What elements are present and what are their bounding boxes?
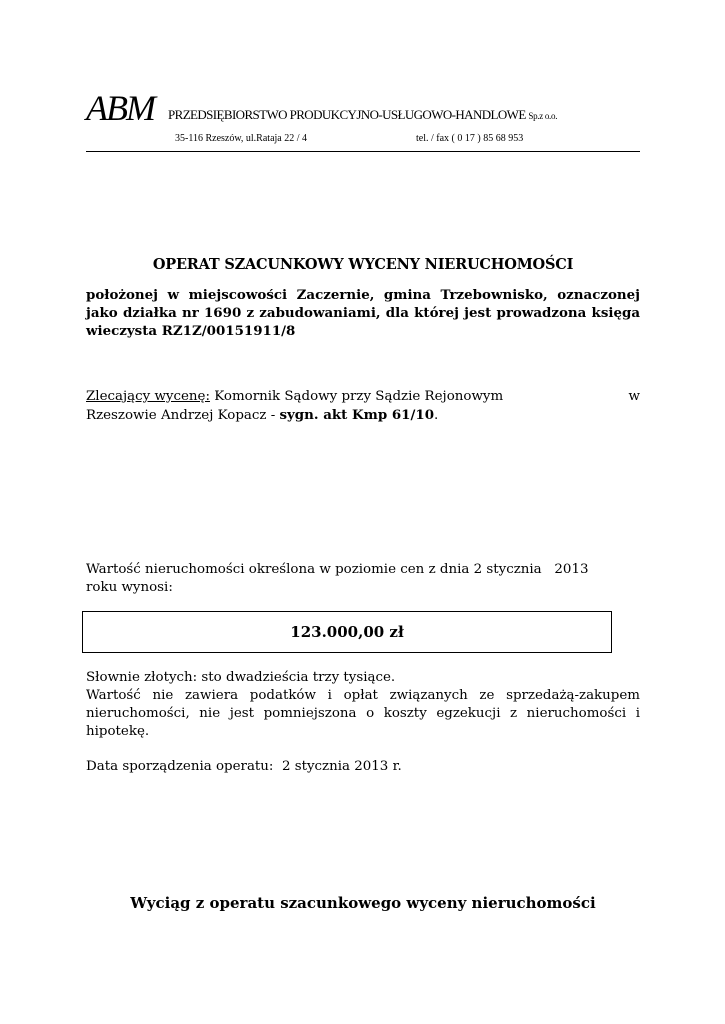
valuation-line-2: roku wynosi: [86, 580, 173, 595]
client-line-end: w [628, 389, 640, 404]
note-line-2: nieruchomości, nie jest pomniejszona o koszty egzekucji z nieruchomości i [86, 706, 640, 721]
company-suffix: Sp.z o.o. [528, 111, 558, 121]
document-title: OPERAT SZACUNKOWY WYCENY NIERUCHOMOŚCI [152, 256, 574, 273]
client-label: Zlecający wycenę: [86, 389, 210, 404]
client-line-2 [86, 406, 640, 425]
amount-in-words: Słownie złotych: sto dwadzieścia trzy tysiące. [86, 670, 396, 685]
client-name-cont: Rzeszowie Andrzej Kopacz - [86, 408, 280, 423]
valuation-amount: 123.000,00 zł [290, 623, 404, 641]
company-phone: tel. / fax ( 0 17 ) 85 68 953 [416, 133, 524, 144]
note-line-3: hipotekę. [86, 724, 150, 739]
report-date: Data sporządzenia operatu: 2 stycznia 2013 r. [86, 759, 402, 774]
valuation-amount-box [82, 611, 612, 653]
document-subtitle: położonej w miejscowości Zaczernie, gmina Trzebownisko, oznaczonej jako działka nr 1690 z zabudowaniami, dla której jest prowadzona księga wieczysta RZ1Z/00151911/8 [86, 287, 640, 339]
client-line-1 [86, 388, 640, 406]
company-name [168, 108, 557, 121]
note-line-1: Wartość nie zawiera podatków i opłat związanych ze sprzedażą-zakupem [86, 688, 640, 703]
case-signature: sygn. akt Kmp 61/10 [279, 407, 435, 423]
client-name: Komornik Sądowy przy Sądzie Rejonowym [214, 389, 504, 404]
extract-title: Wyciąg z operatu szacunkowego wyceny nieruchomości [130, 894, 596, 912]
header-divider [86, 151, 640, 152]
company-name-text: PRZEDSIĘBIORSTWO PRODUKCYJNO-USŁUGOWO-HANDLOWE [168, 107, 526, 122]
valuation-line-1: Wartość nieruchomości określona w poziomie cen z dnia 2 stycznia 2013 [86, 562, 589, 577]
company-logo: ABM [86, 88, 154, 128]
company-address: 35-116 Rzeszów, ul.Rataja 22 / 4 [175, 133, 308, 144]
client-line-2-end: . [434, 408, 439, 423]
